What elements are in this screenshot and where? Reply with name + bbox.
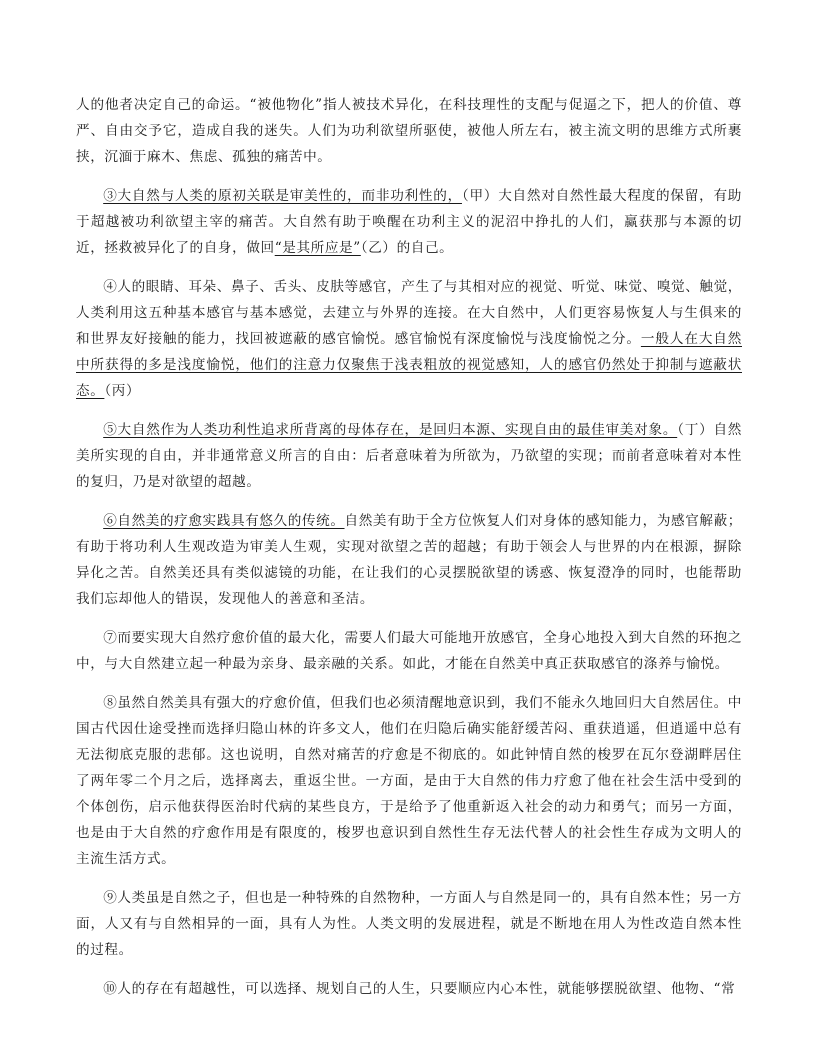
paragraph-text: ④人的眼睛、耳朵、鼻子、舌头、皮肤等感官，产生了与其相对应的视觉、听觉、味觉、嗅觉、触觉，人类利用这五种基本感官与基本感觉，去建立与外界的连接。在大自然中，人们更容易恢复人与生俱来的和世界友好接触的能力，找回被遮蔽的感官愉悦。感官愉悦有深度愉悦与浅度愉悦之分。: [76, 279, 742, 347]
underlined-phrase: “是其所应是”: [274, 240, 361, 256]
paragraph-text: （丙）: [104, 383, 141, 399]
paragraph-9: ⑨人类虽是自然之子，但也是一种特殊的自然物种，一方面人与自然是同一的，具有自然本性；另一方面，人又有与自然相异的一面，具有人为性。人类文明的发展进程，就是不断地在用人为性改造自然本性的过程。: [76, 890, 742, 958]
underlined-sentence: ⑤大自然作为人类功利性追求所背离的母体存在，是回归本源、实现自由的最佳审美对象。: [103, 422, 678, 438]
paragraph-8: ⑧虽然自然美具有强大的疗愈价值，但我们也必须清醒地意识到，我们不能永久地回归大自然居住。中国古代因仕途受挫而选择归隐山林的许多文人，他们在归隐后确实能舒缓苦闷、重获逍遥，但逍遥中总有无法彻底克服的悲郁。这也说明，自然对痛苦的疗愈是不彻底的。如此钟情自然的梭罗在瓦尔登湖畔居住了两年零二个月之后，选择离去，重返尘世。一方面，是由于大自然的伟力疗愈了他在社会生活中受到的个体创伤，启示他获得医治时代病的某些良方，于是给予了他重新返入社会的动力和勇气；而另一方面，也是由于大自然的疗愈作用是有限度的，梭罗也意识到自然性生存无法代替人的社会性生存成为文明人的主流生活方式。: [76, 695, 742, 867]
paragraph-text: （丁）自然美所实现的自由，并非通常意义所言的自由：后者意味着为所欲为，乃欲望的实现；而前者意味着对本性的复归，乃是对欲望的超越。: [76, 422, 742, 490]
paragraph-text: 自然美有助于全方位恢复人们对身体的感知能力，为感官解蔽；有助于将功利人生观改造为审美人生观，实现对欲望之苦的超越；有助于领会人与世界的内在根源，摒除异化之苦。自然美还具有类似滤镜的功能，在让我们的心灵摆脱欲望的诱惑、恢复澄净的同时，也能帮助我们忘却他人的错误，发现他人的善意和圣洁。: [76, 513, 742, 607]
paragraph-text: （乙）的自己。: [360, 240, 454, 256]
paragraph-3: [76, 183, 742, 261]
paragraph-5: [76, 417, 742, 495]
paragraph-text: （甲）大自然对自然性最大程度的保留，有助于超越被功利欲望主宰的痛苦。大自然有助于唤醒在功利主义的泥沼中挣扎的人们，赢获那与本源的切近，拯救被异化了的自身，做回: [76, 188, 743, 256]
paragraph-6: [76, 508, 742, 612]
paragraph-7: ⑦而要实现大自然疗愈价值的最大化，需要人们最大可能地开放感官，全身心地投入到大自然的环抱之中，与大自然建立起一种最为亲身、最亲融的关系。如此，才能在自然美中真正获取感官的涤养与愉悦。: [76, 630, 742, 672]
underlined-sentence: 一般人在大自然中所获得的多是浅度愉悦，他们的注意力仅聚焦于浅表粗放的视觉感知，人的感官仍然处于抑制与遮蔽状态。: [76, 331, 742, 399]
paragraph-10: ⑩人的存在有超越性，可以选择、规划自己的人生，只要顺应内心本性，就能够摆脱欲望、他物、“常: [103, 981, 736, 997]
document-page: [76, 92, 742, 1015]
underlined-sentence: ⑥自然美的疗愈实践具有悠久的传统。: [103, 513, 345, 529]
paragraph-continuation: 人的他者决定自己的命运。“被他物化”指人被技术异化，在科技理性的支配与促逼之下，把人的价值、尊严、自由交予它，造成自我的迷失。人们为功利欲望所驱使，被他人所左右，被主流文明的思维方式所裹挟，沉湎于麻木、焦虑、孤独的痛苦中。: [76, 97, 742, 165]
underlined-sentence: ③大自然与人类的原初关联是审美性的，而非功利性的，: [103, 188, 462, 204]
paragraph-4: [76, 274, 742, 404]
